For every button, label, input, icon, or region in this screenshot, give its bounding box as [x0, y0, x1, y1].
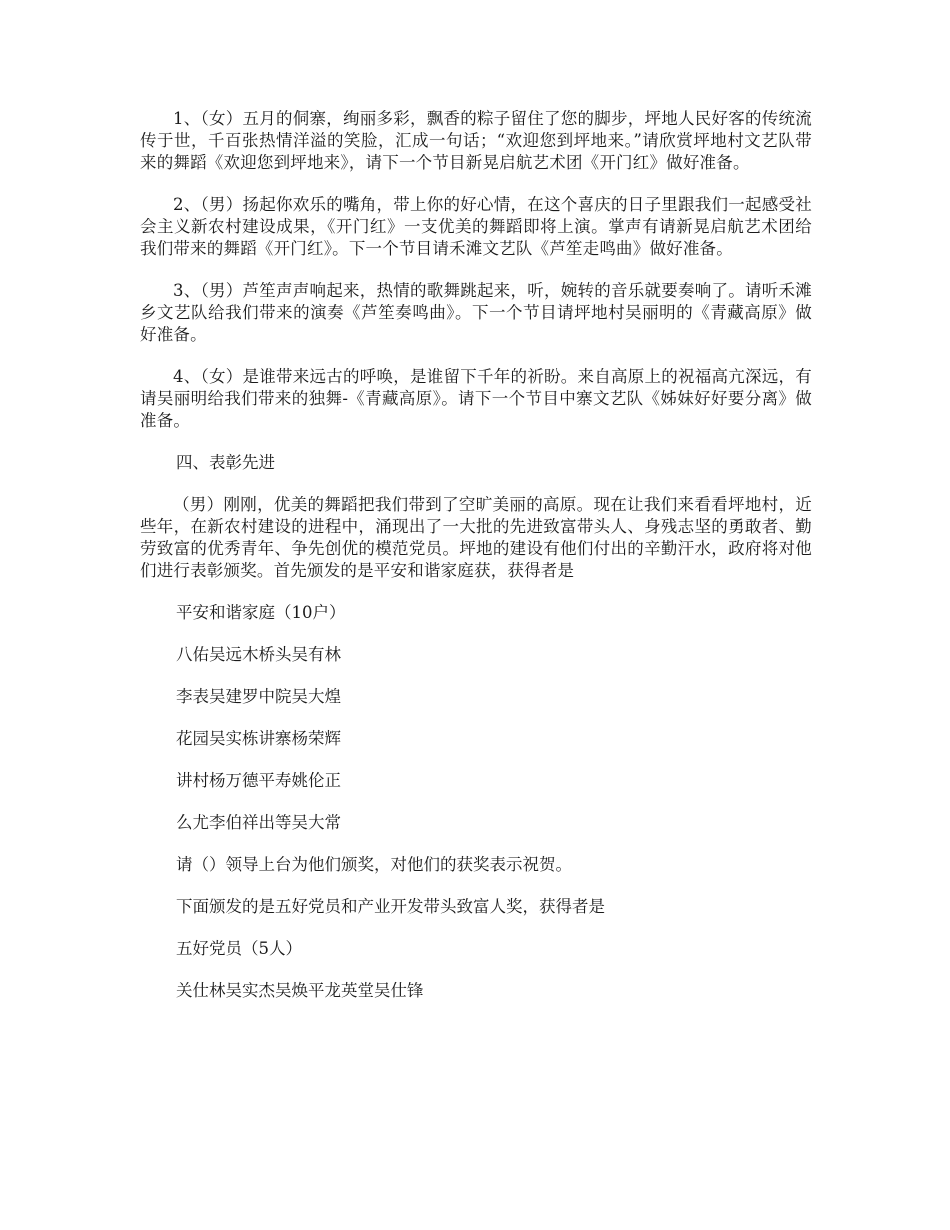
- paragraph-program-1: 1、（女）五月的侗寨，绚丽多彩，飘香的粽子留住了您的脚步，坪地人民好客的传统流传于世，千百张热情洋溢的笑脸，汇成一句话；“欢迎您到坪地来。”请欣赏坪地村文艺队带来的舞蹈《欢迎您到坪地来》，请下一个节目新晃启航艺术团《开门红》做好准备。: [140, 109, 812, 172]
- award-category-heading: 五好党员（5人）: [176, 939, 302, 958]
- section-heading: 四、表彰先进: [176, 453, 275, 472]
- awardee-list-line: 八佑吴远木桥头吴有林: [176, 645, 341, 664]
- paragraph-program-3: 3、（男）芦笙声声响起来，热情的歌舞跳起来，听，婉转的音乐就要奏响了。请听禾滩乡文艺队给我们带来的演奏《芦笙奏鸣曲》。下一个节目请坪地村吴丽明的《青藏高原》做好准备。: [140, 281, 812, 344]
- awardee-list-line: 花园吴实栋讲寨杨荣辉: [176, 729, 341, 748]
- paragraph-program-2: 2、（男）扬起你欢乐的嘴角，带上你的好心情，在这个喜庆的日子里跟我们一起感受社会主义新农村建设成果，《开门红》一支优美的舞蹈即将上演。掌声有请新晃启航艺术团给我们带来的舞蹈《开门红》。下一个节目请禾滩文艺队《芦笙走鸣曲》做好准备。: [140, 195, 812, 258]
- award-instruction-line: 请（）领导上台为他们颁奖，对他们的获奖表示祝贺。: [176, 855, 572, 874]
- paragraph-award-intro: （男）刚刚，优美的舞蹈把我们带到了空旷美丽的高原。现在让我们来看看坪地村，近些年，在新农村建设的进程中，涌现出了一大批的先进致富带头人、身残志坚的勇敢者、勤劳致富的优秀青年、争先创优的模范党员。坪地的建设有他们付出的辛勤汗水，政府将对他们进行表彰颁奖。首先颁发的是平安和谐家庭获，获得者是: [140, 495, 812, 580]
- award-announcement-line: 下面颁发的是五好党员和产业开发带头致富人奖，获得者是: [176, 897, 605, 916]
- award-category-heading: 平安和谐家庭（10户）: [176, 603, 346, 622]
- awardee-list-line: 么尤李伯祥出等吴大常: [176, 813, 341, 832]
- document-body: [140, 108, 812, 1022]
- awardee-list-line: 讲村杨万德平寿姚伦正: [176, 771, 341, 790]
- paragraph-program-4: 4、（女）是谁带来远古的呼唤，是谁留下千年的祈盼。来自高原上的祝福高亢深远，有请吴丽明给我们带来的独舞-《青藏高原》。请下一个节目中寨文艺队《姊妹好好要分离》做准备。: [140, 367, 812, 430]
- awardee-list-line: 关仕林吴实杰吴焕平龙英堂吴仕锋: [176, 981, 424, 1000]
- awardee-list-line: 李表吴建罗中院吴大煌: [176, 687, 341, 706]
